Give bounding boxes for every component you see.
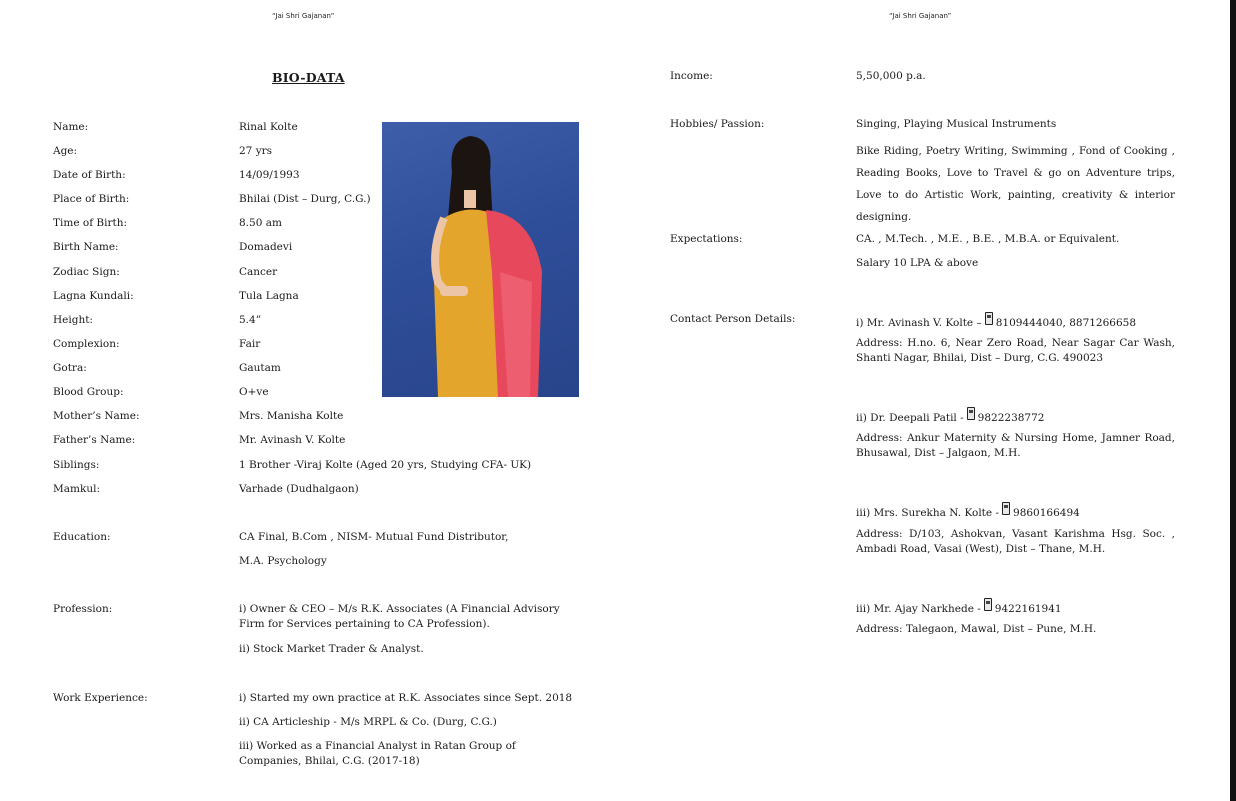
value-birth-name: Domadevi	[239, 241, 293, 253]
label-education: Education:	[53, 531, 111, 543]
label-complexion: Complexion:	[53, 338, 120, 350]
label-profession: Profession:	[53, 603, 113, 615]
value-income: 5,50,000 p.a.	[856, 70, 926, 82]
label-time-of-birth: Time of Birth:	[53, 217, 128, 229]
label-blood-group: Blood Group:	[53, 386, 124, 398]
value-place-of-birth: Bhilai (Dist – Durg, C.G.)	[239, 193, 371, 205]
contact-4-address: Address: Talegaon, Mawal, Dist – Pune, M.H.	[856, 623, 1097, 635]
contact-1-name: i) Mr. Avinash V. Kolte –	[856, 317, 982, 329]
label-lagna: Lagna Kundali:	[53, 290, 134, 302]
value-mamkul: Varhade (Dudhalgaon)	[239, 483, 359, 495]
label-age: Age:	[53, 145, 78, 157]
header-invocation-left: “Jai Shri Gajanan”	[272, 12, 335, 20]
work-line-2: ii) CA Articleship - M/s MRPL & Co. (Durg, C.G.)	[239, 716, 497, 728]
contact-1-phone: 8109444040, 8871266658	[995, 317, 1137, 329]
header-invocation-right: “Jai Shri Gajanan”	[889, 12, 952, 20]
page-title: BIO-DATA	[272, 70, 345, 85]
hobbies-paragraph: Bike Riding, Poetry Writing, Swimming , Fond of Cooking , Reading Books, Love to Travel & go on Adventure trips, Love to do Artistic Work, painting, creativity & interior designing.	[856, 145, 1175, 223]
expectations-line-2: Salary 10 LPA & above	[856, 257, 979, 269]
mobile-phone-icon	[967, 407, 975, 420]
label-dob: Date of Birth:	[53, 169, 126, 181]
contact-1-line	[856, 312, 1136, 331]
value-height: 5.4”	[239, 314, 262, 326]
contact-1-address: Address: H.no. 6, Near Zero Road, Near Sagar Car Wash, Shanti Nagar, Bhilai, Dist – Durg, C.G. 490023	[856, 337, 1175, 364]
label-expectations: Expectations:	[670, 233, 743, 245]
hobbies-line-1: Singing, Playing Musical Instruments	[856, 118, 1057, 130]
value-mother: Mrs. Manisha Kolte	[239, 410, 344, 422]
work-line-1: i) Started my own practice at R.K. Associates since Sept. 2018	[239, 692, 573, 704]
label-zodiac: Zodiac Sign:	[53, 266, 120, 278]
label-name: Name:	[53, 121, 89, 133]
value-zodiac: Cancer	[239, 266, 278, 278]
value-gotra: Gautam	[239, 362, 281, 374]
label-place-of-birth: Place of Birth:	[53, 193, 130, 205]
value-lagna: Tula Lagna	[239, 290, 299, 302]
label-contacts: Contact Person Details:	[670, 313, 796, 325]
expectations-line-1: CA. , M.Tech. , M.E. , B.E. , M.B.A. or Equivalent.	[856, 233, 1120, 245]
contact-3-address: Address: D/103, Ashokvan, Vasant Karishma Hsg. Soc. , Ambadi Road, Vasai (West), Dist – Thane, M.H.	[856, 528, 1175, 555]
hands-shape	[440, 286, 468, 296]
contact-4-phone: 9422161941	[994, 603, 1062, 615]
value-complexion: Fair	[239, 338, 261, 350]
label-hobbies: Hobbies/ Passion:	[670, 118, 765, 130]
value-blood-group: O+ve	[239, 386, 269, 398]
page-edge	[1230, 0, 1236, 801]
contact-2-address: Address: Ankur Maternity & Nursing Home, Jamner Road, Bhusawal, Dist – Jalgaon, M.H.	[856, 432, 1175, 459]
label-gotra: Gotra:	[53, 362, 87, 374]
label-income: Income:	[670, 70, 713, 82]
label-siblings: Siblings:	[53, 459, 100, 471]
value-time-of-birth: 8.50 am	[239, 217, 282, 229]
contact-3-name: iii) Mrs. Surekha N. Kolte -	[856, 507, 1000, 519]
profile-photo	[382, 122, 579, 397]
value-age: 27 yrs	[239, 145, 273, 157]
contact-3-phone: 9860166494	[1013, 507, 1080, 519]
label-height: Height:	[53, 314, 93, 326]
mobile-phone-icon	[984, 598, 992, 611]
value-siblings: 1 Brother -Viraj Kolte (Aged 20 yrs, Studying CFA- UK)	[239, 459, 532, 471]
value-name: Rinal Kolte	[239, 121, 298, 133]
education-line-2: M.A. Psychology	[239, 555, 327, 567]
profession-line-2: ii) Stock Market Trader & Analyst.	[239, 643, 424, 655]
contact-4-line	[856, 598, 1062, 617]
label-mother: Mother’s Name:	[53, 410, 140, 422]
mobile-phone-icon	[985, 312, 993, 325]
profession-line-1: i) Owner & CEO – M/s R.K. Associates (A Financial Advisory Firm for Services pertaining to CA Profession).	[239, 603, 560, 630]
mobile-phone-icon	[1002, 502, 1010, 515]
work-line-3: iii) Worked as a Financial Analyst in Ratan Group of Companies, Bhilai, C.G. (2017-18)	[239, 740, 516, 767]
portrait-illustration	[382, 122, 579, 397]
neck-shape	[464, 190, 476, 208]
value-father: Mr. Avinash V. Kolte	[239, 434, 346, 446]
value-dob: 14/09/1993	[239, 169, 300, 181]
contact-2-phone: 9822238772	[977, 412, 1045, 424]
label-birth-name: Birth Name:	[53, 241, 119, 253]
label-father: Father’s Name:	[53, 434, 136, 446]
education-line-1: CA Final, B.Com , NISM- Mutual Fund Distributor,	[239, 531, 509, 543]
contact-3-line	[856, 502, 1080, 521]
label-work-experience: Work Experience:	[53, 692, 148, 704]
contact-2-name: ii) Dr. Deepali Patil -	[856, 412, 964, 424]
contact-2-line	[856, 407, 1044, 426]
label-mamkul: Mamkul:	[53, 483, 100, 495]
contact-4-name: iii) Mr. Ajay Narkhede -	[856, 603, 981, 615]
